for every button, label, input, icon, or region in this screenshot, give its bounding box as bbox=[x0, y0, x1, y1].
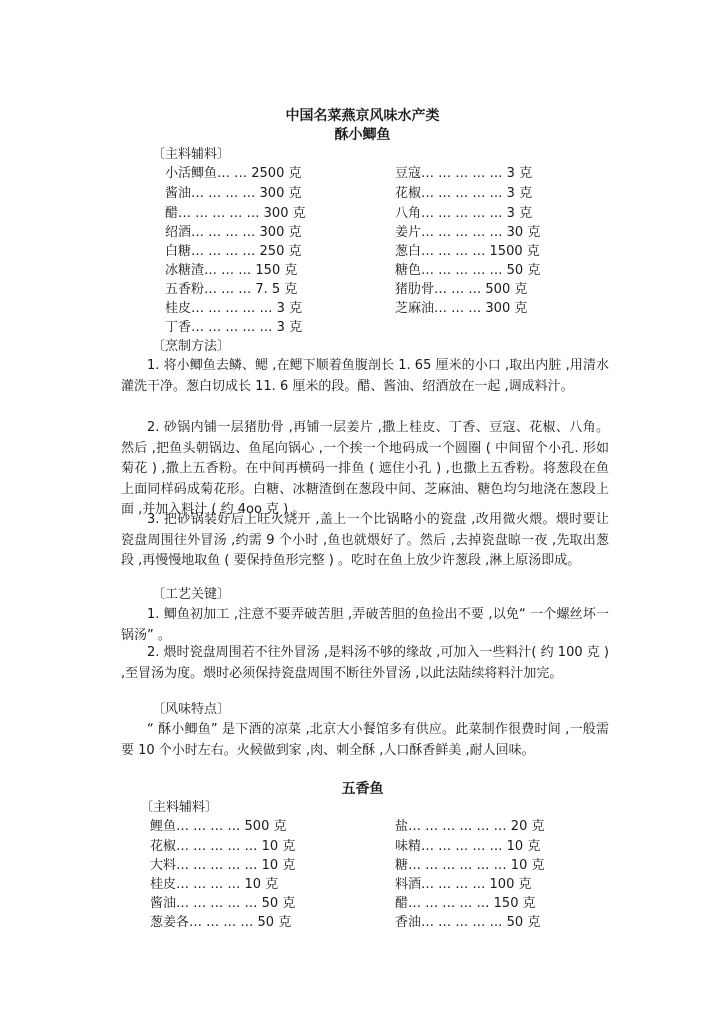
dish1-ingredient-left: 酱油… … … … 300 克 bbox=[165, 186, 302, 201]
dish1-craft-paragraph: 2. 煨时瓷盘周围若不往外冒汤 ,是料汤不够的缘故 ,可加入一些料汁( 约 100 克 ) ,至冒汤为度。煨时必须保持瓷盘周围不断往外冒汤 ,以此法陆续将料汁加完。 bbox=[121, 645, 609, 681]
dish1-ingredient-right: 糖色… … … … … 50 克 bbox=[395, 263, 541, 278]
dish1-ingredient-left: 冰糖渣… … … 150 克 bbox=[165, 263, 298, 278]
dish2-ingredient-left: 葱姜各… … … … 50 克 bbox=[150, 915, 292, 930]
dish1-method-paragraph: 3. 把砂锅装好后上旺火烧开 ,盖上一个比锅略小的瓷盘 ,改用微火煨。煨时要让瓷盘周围往外冒汤 ,约需 9 个小时 ,鱼也就煨好了。然后 ,去掉瓷盘晾一夜 ,先取出葱段 ,再慢慢地取鱼 ( 要保持鱼形完整 ) 。吃时在鱼上放少许葱段 ,淋上原汤即成。 bbox=[121, 512, 609, 568]
dish1-flavor-heading: 〔风味特点〕 bbox=[152, 702, 231, 717]
dish1-craft-paragraph: 1. 鲫鱼初加工 ,注意不要弄破苦胆 ,弄破苦胆的鱼捡出不要 ,以免“ 一个螺丝坏一锅汤” 。 bbox=[121, 607, 609, 643]
dish1-ingredient-left: 醋… … … … … 300 克 bbox=[165, 206, 306, 221]
dish2-ingredient-left: 鲤鱼… … … … 500 克 bbox=[150, 819, 287, 834]
dish2-ingredient-right: 盐… … … … … … 20 克 bbox=[395, 819, 545, 834]
dish2-ingredient-right: 味精… … … … … 10 克 bbox=[395, 839, 541, 854]
dish1-method-paragraph: 1. 将小鲫鱼去鳞、鳃 ,在鳃下顺着鱼腹剖长 1. 65 厘米的小口 ,取出内脏 ,用清水灌洗干净。葱白切成长 11. 6 厘米的段。醋、酱油、绍酒放在一起 ,调成料汁。 bbox=[121, 358, 609, 394]
dish2-ingredient-right: 醋… … … … … 150 克 bbox=[395, 896, 536, 911]
dish1-ingredient-left: 五香粉… … … 7. 5 克 bbox=[165, 282, 298, 297]
dish1-ingredient-left: 丁香… … … … … 3 克 bbox=[165, 320, 303, 335]
dish1-method-heading: 〔烹制方法〕 bbox=[152, 339, 231, 354]
dish1-ingredient-right: 花椒… … … … … 3 克 bbox=[395, 186, 533, 201]
dish2-ingredients-heading: 〔主料辅料〕 bbox=[140, 800, 219, 815]
dish2-ingredient-right: 糖… … … … … … 10 克 bbox=[395, 858, 545, 873]
dish2-ingredient-left: 大料… … … … … 10 克 bbox=[150, 858, 296, 873]
dish2-ingredient-left: 酱油… … … … … 50 克 bbox=[150, 896, 296, 911]
dish1-ingredient-left: 绍酒… … … … 300 克 bbox=[165, 225, 302, 240]
dish1-method-paragraph: 2. 砂锅内铺一层猪肋骨 ,再铺一层姜片 ,撒上桂皮、丁香、豆寇、花椒、八角。然后 ,把鱼头朝锅边、鱼尾向锅心 ,一个挨一个地码成一个圆圈 ( 中间留个小孔. 形如菊花 ) ,撒上五香粉。在中间再横码一排鱼 ( 遮住小孔 ) ,也撒上五香粉。将葱段在鱼上面同样码成菊花形。白糖、冰糖渣倒在葱段中间、芝麻油、糖色均匀地浇在葱段上面 ,并加入料汁 ( 约 4oo 克 ) 。 bbox=[121, 420, 609, 517]
dish1-ingredient-left: 桂皮… … … … … 3 克 bbox=[165, 301, 303, 316]
dish1-craft-heading: 〔工艺关键〕 bbox=[152, 587, 231, 602]
dish1-flavor-paragraph: “ 酥小鲫鱼” 是下酒的凉菜 ,北京大小餐馆多有供应。此菜制作很费时间 ,一般需要 10 个小时左右。火候做到家 ,肉、刺全酥 ,人口酥香鲜美 ,耐人回味。 bbox=[121, 722, 609, 758]
dish2-ingredient-left: 花椒… … … … … 10 克 bbox=[150, 839, 296, 854]
dish1-ingredient-right: 葱白… … … … 1500 克 bbox=[395, 244, 540, 259]
dish2-title: 五香鱼 bbox=[341, 781, 384, 797]
page-title: 中国名菜燕京风味水产类 bbox=[285, 108, 440, 124]
dish1-ingredient-right: 芝麻油… … … 300 克 bbox=[395, 301, 528, 316]
dish1-ingredient-right: 豆寇… … … … … 3 克 bbox=[395, 166, 533, 181]
dish1-ingredient-right: 八角… … … … … 3 克 bbox=[395, 206, 533, 221]
dish1-ingredient-left: 小活鲫鱼… … 2500 克 bbox=[165, 166, 302, 181]
dish1-ingredients-heading: 〔主料辅料〕 bbox=[152, 147, 231, 162]
dish2-ingredient-right: 香油… … … … … 50 克 bbox=[395, 915, 541, 930]
dish1-ingredient-right: 猪肋骨… … … 500 克 bbox=[395, 282, 528, 297]
dish1-ingredient-left: 白糖… … … … 250 克 bbox=[165, 244, 302, 259]
dish1-title: 酥小鲫鱼 bbox=[334, 127, 391, 143]
dish2-ingredient-left: 桂皮… … … … 10 克 bbox=[150, 877, 279, 892]
dish2-ingredient-right: 料酒… … … … 100 克 bbox=[395, 877, 532, 892]
dish1-ingredient-right: 姜片… … … … … 30 克 bbox=[395, 225, 541, 240]
